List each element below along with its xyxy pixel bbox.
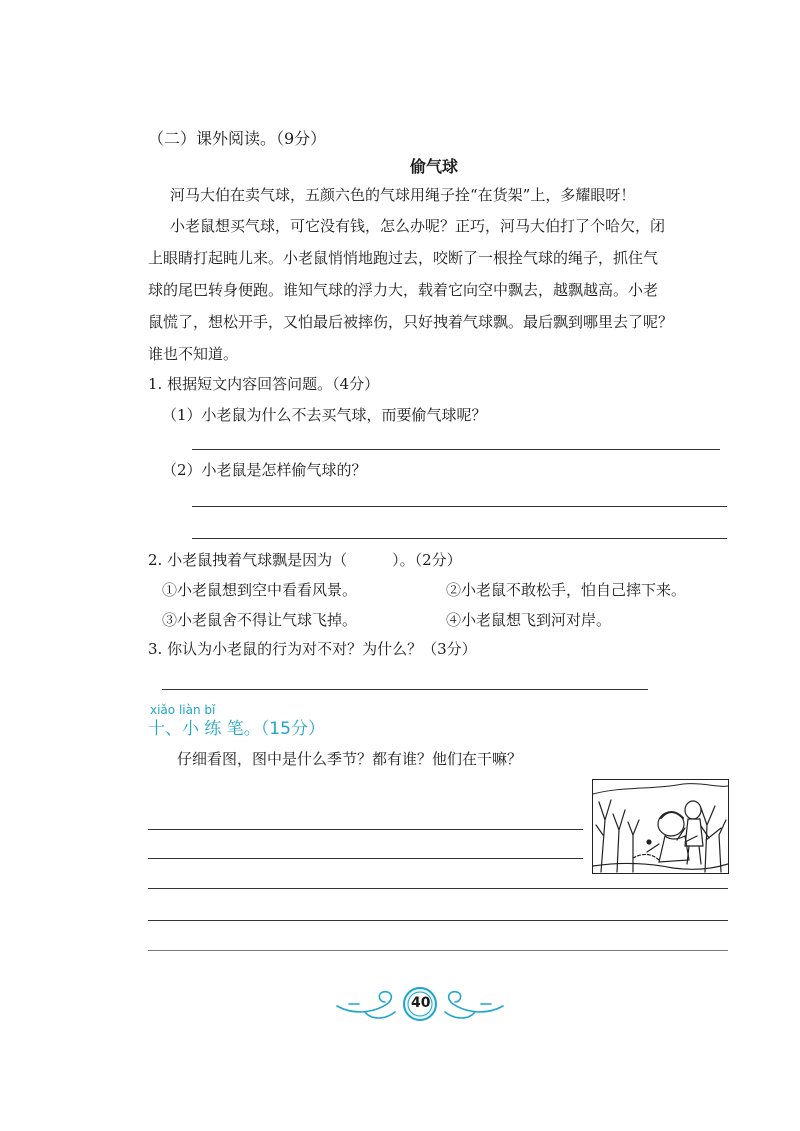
section-header: （二）课外阅读。（9分） — [148, 129, 327, 148]
paragraph-2-line-2: 上眼睛打起盹儿来。小老鼠悄悄地跑过去，咬断了一根拴气球的绳子，抓住气 — [148, 249, 659, 267]
section-10-title: 十、小 练 笔。（15分） — [148, 719, 325, 739]
paragraph-2-line-1: 小老鼠想买气球，可它没有钱，怎么办呢？正巧，河马大伯打了个哈欠，闭 — [170, 217, 666, 235]
question-3: 3. 你认为小老鼠的行为对不对？为什么？（3分） — [148, 640, 477, 658]
paragraph-2-line-4: 鼠慌了，想松开手，又怕最后被摔伤，只好拽着气球飘。最后飘到哪里去了呢？ — [148, 313, 674, 331]
page-number-ornament — [335, 982, 505, 1026]
writing-line-4[interactable] — [148, 920, 728, 921]
illustration-image — [592, 779, 729, 874]
answer-line-q3[interactable] — [162, 689, 648, 690]
answer-line-q1-2b[interactable] — [192, 538, 727, 539]
answer-line-q1-1[interactable] — [192, 449, 720, 450]
writing-prompt: 仔细看图，图中是什么季节？都有谁？他们在干嘛？ — [177, 750, 523, 768]
paragraph-2-line-3: 球的尾巴转身便跑。谁知气球的浮力大，载着它向空中飘去，越飘越高。小老 — [148, 281, 659, 299]
writing-line-5[interactable] — [148, 950, 728, 951]
question-1: 1. 根据短文内容回答问题。（4分） — [148, 375, 380, 393]
writing-line-1[interactable] — [148, 829, 583, 830]
answer-line-q1-2a[interactable] — [192, 506, 727, 507]
question-1-sub-2: （2）小老鼠是怎样偷气球的？ — [162, 461, 367, 479]
paragraph-2-line-5: 谁也不知道。 — [148, 345, 239, 363]
illustration-drawing — [593, 780, 728, 873]
option-1: ①小老鼠想到空中看看风景。 — [162, 581, 358, 599]
section-10-pinyin: xiǎo liàn bǐ — [150, 703, 216, 717]
page-number: 40 — [411, 995, 431, 1011]
question-2: 2. 小老鼠拽着气球飘是因为（ ）。（2分） — [148, 551, 462, 569]
option-3: ③小老鼠舍不得让气球飞掉。 — [162, 611, 358, 629]
writing-line-2[interactable] — [148, 858, 583, 859]
question-1-sub-1: （1）小老鼠为什么不去买气球，而要偷气球呢？ — [162, 406, 487, 424]
option-2: ②小老鼠不敢松手，怕自己摔下来。 — [446, 581, 687, 599]
story-title: 偷气球 — [410, 157, 459, 176]
paragraph-1: 河马大伯在卖气球，五颜六色的气球用绳子拴“在货架”上，多耀眼呀！ — [170, 186, 636, 204]
option-4: ④小老鼠想飞到河对岸。 — [446, 611, 612, 629]
writing-line-3[interactable] — [148, 888, 728, 889]
